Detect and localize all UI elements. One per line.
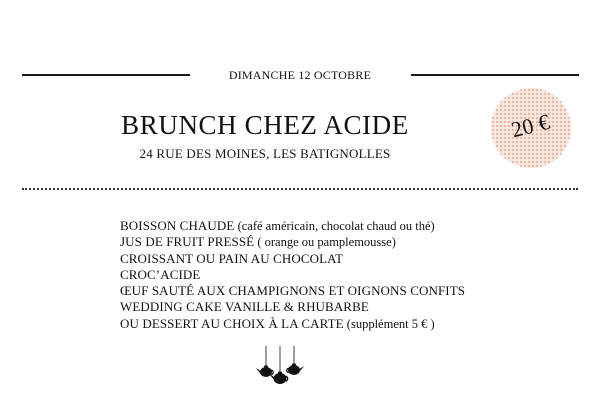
- hanging-teapots-icon: [252, 346, 308, 386]
- menu-item-name: CROC’ACIDE: [120, 266, 201, 282]
- menu-item: [120, 283, 465, 299]
- menu-item-name: BOISSON CHAUDE: [120, 218, 235, 233]
- dotted-divider: [22, 188, 578, 190]
- menu-item: [120, 299, 465, 315]
- menu-item: [120, 251, 465, 267]
- menu-item-name: WEDDING CAKE VANILLE & RHUBARBE: [120, 299, 369, 315]
- menu-item: [120, 234, 465, 250]
- top-rule-right: [411, 74, 579, 76]
- price-label: 20 €: [508, 108, 553, 143]
- menu-item-name: OU DESSERT AU CHOIX À LA CARTE: [120, 315, 344, 331]
- event-date: DIMANCHE 12 OCTOBRE: [228, 68, 372, 82]
- menu-item-note: (café américain, chocolat chaud ou thé): [234, 219, 435, 233]
- page-title: BRUNCH CHEZ ACIDE: [121, 110, 409, 140]
- menu-item-name: JUS DE FRUIT PRESSÉ: [120, 234, 255, 250]
- menu-list: [120, 218, 465, 332]
- menu-item: [120, 316, 465, 332]
- menu-item-note: ( orange ou pamplemousse): [254, 235, 396, 250]
- menu-item-name: ŒUF SAUTÉ AUX CHAMPIGNONS ET OIGNONS CONFITS: [120, 283, 466, 299]
- menu-item: [120, 218, 465, 234]
- menu-item: [120, 267, 465, 283]
- price-badge: [491, 88, 571, 168]
- menu-item-note: (supplément 5 € ): [343, 316, 435, 331]
- menu-item-name: CROISSANT OU PAIN AU CHOCOLAT: [120, 250, 344, 266]
- address: 24 RUE DES MOINES, LES BATIGNOLLES: [139, 146, 391, 161]
